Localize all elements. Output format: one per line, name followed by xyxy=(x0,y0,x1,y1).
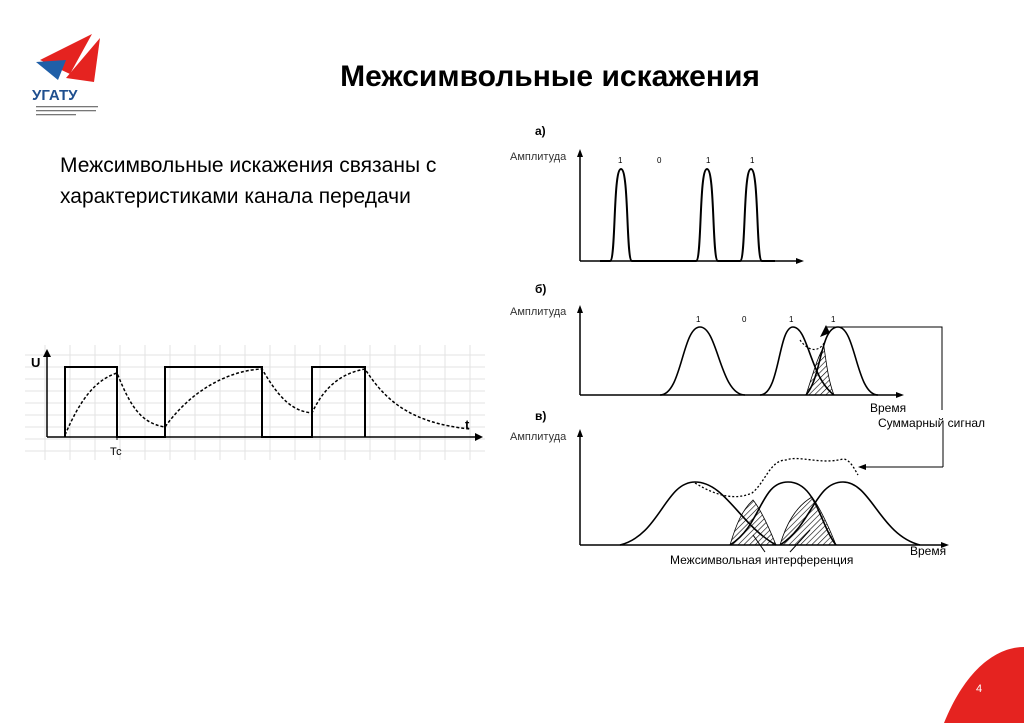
panel-a-bit-2: 0 xyxy=(657,156,662,165)
panel-c-isi-hatch-left xyxy=(730,500,776,545)
panel-b-sum-signal-label: Суммарный сигнал xyxy=(878,416,986,430)
pulse-waveform-figure xyxy=(25,345,485,460)
panel-a-pulse-train xyxy=(600,169,775,261)
panel-b-bit-4: 1 xyxy=(831,315,836,324)
panel-b-bit-2: 0 xyxy=(742,315,747,324)
panel-b-label: б) xyxy=(535,282,547,296)
panel-a-label: а) xyxy=(535,124,546,138)
logo-name: УГАТУ xyxy=(32,87,78,104)
panel-c xyxy=(510,409,949,567)
body-text: Межсимвольные искажения связаны с характеристиками канала передачи xyxy=(60,154,437,208)
panel-b-amplitude-label: Амплитуда xyxy=(510,306,567,318)
page-number-corner xyxy=(924,643,1024,723)
panel-b-bit-3: 1 xyxy=(789,315,794,324)
panel-a xyxy=(510,124,804,264)
panel-a-bit-4: 1 xyxy=(750,156,755,165)
panel-c-amplitude-label: Амплитуда xyxy=(510,431,567,443)
panel-c-label: в) xyxy=(535,409,547,423)
panel-b-sum-dotted xyxy=(800,340,824,349)
pulse-x-label: t xyxy=(465,417,470,432)
panel-c-sum-dotted xyxy=(695,459,858,497)
intersymbol-interference-figure xyxy=(500,115,1020,595)
panel-a-amplitude-label: Амплитуда xyxy=(510,151,567,163)
panel-b-callout-arrow xyxy=(825,327,942,410)
panel-b xyxy=(510,282,985,430)
panel-c-time-label: Время xyxy=(910,544,947,558)
panel-a-bit-3: 1 xyxy=(706,156,711,165)
panel-b-time-label: Время xyxy=(870,401,907,415)
panel-b-pulse-1 xyxy=(660,327,745,395)
pulse-period-label: Тс xyxy=(110,446,122,458)
pulse-y-label: U xyxy=(31,355,41,370)
slide-title: Межсимвольные искажения xyxy=(340,60,760,93)
page-number: 4 xyxy=(976,683,983,695)
panel-a-bit-1: 1 xyxy=(618,156,623,165)
panel-b-bit-1: 1 xyxy=(696,315,701,324)
panel-c-interference-label: Межсимвольная интерференция xyxy=(670,553,854,567)
